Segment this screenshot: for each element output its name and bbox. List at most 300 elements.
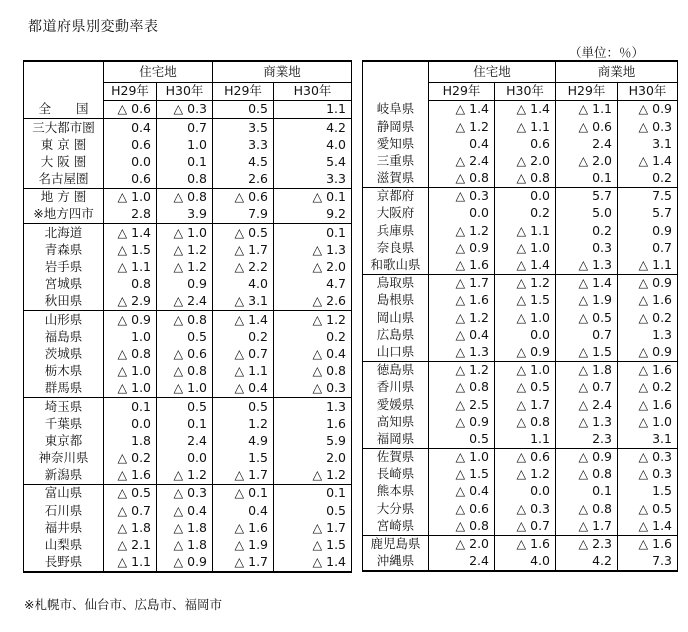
rate-cell: △ 0.9 [618, 101, 678, 119]
rate-cell: △ 2.1 [104, 537, 157, 554]
table-row [363, 326, 678, 343]
rate-cell: △ 1.3 [429, 344, 495, 362]
rate-cell: △ 0.9 [157, 554, 213, 572]
table-row [363, 187, 678, 205]
rate-cell: 4.2 [556, 553, 618, 571]
rate-cell: 1.5 [618, 483, 678, 500]
rate-cell: △ 1.5 [274, 537, 352, 554]
region-name: 茨城県 [24, 346, 104, 363]
rate-cell: 0.4 [429, 135, 495, 152]
rate-cell: △ 2.2 [213, 259, 274, 276]
rate-cell: △ 0.8 [274, 363, 352, 380]
rate-cell: △ 0.9 [429, 240, 495, 257]
table-row [363, 553, 678, 571]
region-name: 滋賀県 [363, 170, 429, 188]
region-name: 静岡県 [363, 118, 429, 135]
rate-cell: △ 1.6 [429, 257, 495, 275]
rate-cell: 0.6 [104, 136, 157, 153]
rate-cell: △ 1.4 [429, 101, 495, 119]
rate-cell: △ 0.9 [429, 413, 495, 430]
header-h30: H30年 [157, 83, 213, 101]
table-row [24, 363, 352, 380]
rate-cell: 0.4 [213, 502, 274, 519]
rate-cell: △ 1.0 [157, 224, 213, 242]
rate-cell: △ 0.7 [213, 346, 274, 363]
table-row [363, 431, 678, 449]
region-name: 香川県 [363, 379, 429, 396]
rate-cell: △ 1.2 [274, 467, 352, 485]
rate-cell: △ 1.2 [157, 467, 213, 485]
rate-cell: △ 1.8 [104, 520, 157, 537]
table-row [24, 537, 352, 554]
unit-label: （単位：％） [569, 45, 645, 60]
header-blank [363, 61, 429, 101]
rate-cell: △ 1.1 [104, 259, 157, 276]
rate-cell: 2.4 [157, 433, 213, 450]
region-name: 福島県 [24, 328, 104, 345]
rate-cell: △ 0.6 [556, 118, 618, 135]
rate-cell: △ 1.9 [213, 537, 274, 554]
table-row [363, 396, 678, 413]
rate-cell: △ 3.1 [213, 293, 274, 311]
table-row [24, 136, 352, 153]
table-row [24, 293, 352, 311]
rate-table-left [23, 60, 352, 573]
rate-cell: △ 1.4 [495, 257, 556, 275]
rate-cell: 1.6 [274, 415, 352, 432]
rate-cell: 4.5 [213, 154, 274, 171]
rate-cell: △ 0.7 [556, 379, 618, 396]
rate-cell: △ 0.9 [618, 344, 678, 362]
rate-cell: 5.9 [274, 433, 352, 450]
rate-cell: 7.3 [618, 553, 678, 571]
region-name: 鳥取県 [363, 274, 429, 292]
region-name: 秋田県 [24, 293, 104, 311]
rate-cell: △ 1.2 [429, 309, 495, 326]
rate-cell: △ 0.3 [429, 187, 495, 205]
rate-cell: 3.1 [618, 431, 678, 449]
rate-cell: △ 0.5 [495, 379, 556, 396]
region-name: 東 京 圏 [24, 136, 104, 153]
table-row [363, 240, 678, 257]
table-row [24, 554, 352, 572]
rate-cell: △ 1.2 [429, 361, 495, 379]
rate-cell: 5.7 [618, 205, 678, 222]
rate-cell: 3.9 [157, 206, 213, 224]
table-row [363, 222, 678, 239]
table-row [24, 171, 352, 189]
rate-cell: △ 0.5 [556, 309, 618, 326]
rate-cell: △ 1.7 [429, 274, 495, 292]
header-h29: H29年 [429, 83, 495, 101]
rate-cell: 4.9 [213, 433, 274, 450]
rate-cell: △ 2.0 [429, 535, 495, 553]
rate-cell: △ 1.7 [495, 396, 556, 413]
table-row [24, 398, 352, 416]
header-residential: 住宅地 [429, 61, 556, 83]
rate-cell: 2.4 [556, 135, 618, 152]
rate-cell: △ 0.4 [429, 483, 495, 500]
rate-cell: 3.3 [213, 136, 274, 153]
rate-table-right [362, 60, 678, 572]
rate-cell: 2.4 [429, 553, 495, 571]
rate-cell: 0.0 [429, 205, 495, 222]
rate-cell: 1.3 [274, 398, 352, 416]
rate-cell: △ 1.0 [618, 413, 678, 430]
table-row [363, 361, 678, 379]
rate-cell: 0.0 [495, 187, 556, 205]
region-name: 岡山県 [363, 309, 429, 326]
rate-cell: △ 1.2 [157, 259, 213, 276]
region-name: 山梨県 [24, 537, 104, 554]
table-row [24, 415, 352, 432]
region-name: 千葉県 [24, 415, 104, 432]
region-name: 三大都市圏 [24, 119, 104, 137]
rate-cell: 4.0 [495, 553, 556, 571]
header-commercial: 商業地 [213, 61, 352, 83]
rate-cell: △ 1.6 [618, 396, 678, 413]
rate-cell: 1.2 [213, 415, 274, 432]
rate-cell: 0.6 [104, 171, 157, 189]
table-row [24, 224, 352, 242]
rate-cell: △ 1.8 [556, 361, 618, 379]
rate-cell: △ 1.2 [429, 222, 495, 239]
region-name: 長崎県 [363, 466, 429, 483]
rate-cell: △ 0.3 [618, 448, 678, 466]
rate-cell: 0.0 [157, 450, 213, 467]
table-row [363, 135, 678, 152]
region-name: 富山県 [24, 485, 104, 503]
table-row [363, 500, 678, 517]
table-row [363, 448, 678, 466]
rate-cell: 5.7 [556, 187, 618, 205]
rate-cell: △ 0.4 [429, 326, 495, 343]
rate-cell: 0.1 [274, 485, 352, 503]
rate-cell: △ 1.7 [213, 467, 274, 485]
region-name: 高知県 [363, 413, 429, 430]
region-name: 京都府 [363, 187, 429, 205]
rate-cell: △ 1.4 [495, 101, 556, 119]
rate-cell: △ 1.5 [556, 344, 618, 362]
rate-cell: 3.5 [213, 119, 274, 137]
region-name: 栃木県 [24, 363, 104, 380]
rate-cell: △ 0.3 [618, 118, 678, 135]
region-name: 神奈川県 [24, 450, 104, 467]
region-name: ※地方四市 [24, 206, 104, 224]
rate-cell: △ 0.8 [157, 311, 213, 329]
rate-cell: 0.9 [157, 276, 213, 293]
rate-cell: 3.3 [274, 171, 352, 189]
rate-cell: △ 1.5 [495, 292, 556, 309]
rate-cell: 1.8 [104, 433, 157, 450]
rate-cell: △ 0.4 [274, 346, 352, 363]
table-row [24, 328, 352, 345]
region-name: 大阪府 [363, 205, 429, 222]
rate-cell: △ 1.6 [429, 292, 495, 309]
table-row [24, 259, 352, 276]
rate-cell: △ 2.3 [556, 535, 618, 553]
rate-cell: 0.1 [157, 415, 213, 432]
region-name: 徳島県 [363, 361, 429, 379]
rate-cell: △ 1.5 [104, 242, 157, 259]
rate-cell: △ 2.9 [104, 293, 157, 311]
region-name: 福岡県 [363, 431, 429, 449]
header-h29: H29年 [213, 83, 274, 101]
region-name: 島根県 [363, 292, 429, 309]
rate-cell: △ 2.0 [495, 153, 556, 170]
rate-cell: △ 2.0 [274, 259, 352, 276]
rate-cell: △ 0.9 [618, 274, 678, 292]
table-row [363, 292, 678, 309]
table-row [363, 257, 678, 275]
rate-cell: △ 1.1 [556, 101, 618, 119]
region-name: 熊本県 [363, 483, 429, 500]
header-h29: H29年 [556, 83, 618, 101]
rate-cell: △ 0.2 [618, 379, 678, 396]
rate-cell: △ 1.4 [618, 153, 678, 170]
table-row [363, 309, 678, 326]
rate-cell: △ 0.5 [213, 224, 274, 242]
rate-cell: △ 1.2 [495, 274, 556, 292]
region-name: 地 方 圏 [24, 188, 104, 206]
region-name: 和歌山県 [363, 257, 429, 275]
rate-cell: △ 1.0 [495, 361, 556, 379]
rate-cell: 0.5 [429, 431, 495, 449]
rate-cell: △ 1.6 [495, 535, 556, 553]
rate-cell: 0.1 [274, 224, 352, 242]
rate-cell: △ 0.9 [556, 448, 618, 466]
rate-cell: △ 0.5 [618, 500, 678, 517]
rate-cell: △ 1.6 [618, 292, 678, 309]
rate-cell: △ 1.1 [104, 554, 157, 572]
region-name: 広島県 [363, 326, 429, 343]
rate-cell: 0.5 [157, 398, 213, 416]
table-row [24, 485, 352, 503]
rate-cell: 0.7 [157, 119, 213, 137]
rate-cell: △ 1.3 [274, 242, 352, 259]
rate-cell: △ 1.0 [104, 363, 157, 380]
rate-cell: 0.2 [556, 222, 618, 239]
table-row [24, 502, 352, 519]
header-residential: 住宅地 [104, 61, 213, 83]
rate-cell: △ 1.4 [274, 554, 352, 572]
rate-cell: △ 0.8 [429, 170, 495, 188]
rate-cell: △ 1.5 [429, 466, 495, 483]
region-name: 山形県 [24, 311, 104, 329]
region-name: 沖縄県 [363, 553, 429, 571]
table-row [363, 170, 678, 188]
region-name: 大分県 [363, 500, 429, 517]
rate-cell: △ 1.3 [556, 413, 618, 430]
rate-cell: △ 1.7 [213, 242, 274, 259]
region-name: 長野県 [24, 554, 104, 572]
footnote: ※札幌市、仙台市、広島市、福岡市 [24, 597, 222, 612]
rate-cell: 0.9 [618, 222, 678, 239]
region-name: 埼玉県 [24, 398, 104, 416]
rate-cell: △ 1.7 [556, 518, 618, 536]
rate-cell: 0.5 [157, 328, 213, 345]
rate-cell: 0.8 [104, 276, 157, 293]
rate-cell: 1.5 [213, 450, 274, 467]
rate-cell: △ 0.2 [104, 450, 157, 467]
rate-cell: 2.6 [213, 171, 274, 189]
rate-cell: △ 0.3 [274, 380, 352, 398]
rate-cell: 0.2 [495, 205, 556, 222]
rate-cell: △ 1.0 [104, 188, 157, 206]
rate-cell: △ 0.8 [495, 170, 556, 188]
rate-cell: 4.2 [274, 119, 352, 137]
table-row [24, 119, 352, 137]
rate-cell: △ 0.7 [104, 502, 157, 519]
table-row [363, 205, 678, 222]
header-blank [24, 61, 104, 101]
rate-cell: 2.8 [104, 206, 157, 224]
rate-cell: △ 2.4 [157, 293, 213, 311]
rate-cell: 0.2 [618, 170, 678, 188]
rate-cell: △ 1.1 [213, 363, 274, 380]
table-row [363, 344, 678, 362]
rate-cell: 0.1 [104, 398, 157, 416]
table-row [24, 467, 352, 485]
rate-cell: 0.7 [556, 326, 618, 343]
table-row [363, 466, 678, 483]
table-row [363, 535, 678, 553]
rate-cell: △ 1.0 [157, 380, 213, 398]
region-name: 愛媛県 [363, 396, 429, 413]
rate-cell: △ 1.0 [429, 448, 495, 466]
region-name: 大 阪 圏 [24, 154, 104, 171]
table-row [363, 274, 678, 292]
rate-cell: 2.3 [556, 431, 618, 449]
rate-cell: △ 1.2 [157, 242, 213, 259]
rate-cell: 4.0 [274, 136, 352, 153]
rate-cell: 0.3 [556, 240, 618, 257]
rate-cell: △ 1.6 [618, 361, 678, 379]
rate-cell: 0.0 [495, 483, 556, 500]
region-name: 全 国 [24, 101, 104, 119]
rate-cell: △ 1.1 [495, 222, 556, 239]
rate-cell: △ 0.2 [618, 309, 678, 326]
rate-cell: 2.0 [274, 450, 352, 467]
table-row [24, 242, 352, 259]
rate-cell: △ 0.3 [157, 485, 213, 503]
rate-cell: △ 1.2 [274, 311, 352, 329]
rate-cell: △ 0.6 [495, 448, 556, 466]
rate-cell: △ 1.0 [104, 380, 157, 398]
rate-cell: △ 0.9 [104, 311, 157, 329]
rate-cell: △ 0.8 [556, 466, 618, 483]
table-row [363, 101, 678, 119]
rate-cell: △ 2.6 [274, 293, 352, 311]
header-h30: H30年 [274, 83, 352, 101]
rate-cell: △ 1.4 [618, 518, 678, 536]
rate-cell: △ 1.1 [495, 118, 556, 135]
table-row [24, 154, 352, 171]
rate-cell: △ 0.8 [495, 413, 556, 430]
rate-cell: △ 0.6 [213, 188, 274, 206]
rate-cell: 7.9 [213, 206, 274, 224]
rate-cell: △ 0.8 [429, 379, 495, 396]
table-row [363, 413, 678, 430]
rate-cell: △ 0.7 [495, 518, 556, 536]
region-name: 群馬県 [24, 380, 104, 398]
rate-cell: 5.4 [274, 154, 352, 171]
rate-cell: △ 0.9 [495, 344, 556, 362]
table-row [24, 311, 352, 329]
rate-cell: △ 0.6 [157, 346, 213, 363]
rate-cell: △ 1.1 [618, 257, 678, 275]
rate-cell: 1.0 [104, 328, 157, 345]
region-name: 愛知県 [363, 135, 429, 152]
rate-cell: 0.7 [618, 240, 678, 257]
rate-cell: △ 1.4 [213, 311, 274, 329]
rate-cell: △ 2.0 [556, 153, 618, 170]
table-row [363, 153, 678, 170]
rate-cell: 5.0 [556, 205, 618, 222]
region-name: 宮崎県 [363, 518, 429, 536]
rate-cell: 3.1 [618, 135, 678, 152]
rate-cell: △ 0.4 [157, 502, 213, 519]
region-name: 新潟県 [24, 467, 104, 485]
table-row [363, 518, 678, 536]
region-name: 鹿児島県 [363, 535, 429, 553]
rate-cell: △ 0.1 [274, 188, 352, 206]
table-row [24, 206, 352, 224]
rate-cell: 7.5 [618, 187, 678, 205]
rate-cell: 9.2 [274, 206, 352, 224]
rate-cell: △ 1.4 [104, 224, 157, 242]
region-name: 三重県 [363, 153, 429, 170]
rate-cell: △ 1.4 [556, 274, 618, 292]
rate-cell: △ 1.0 [495, 309, 556, 326]
rate-cell: 0.0 [104, 415, 157, 432]
rate-cell: △ 0.8 [429, 518, 495, 536]
rate-cell: 0.5 [213, 101, 274, 119]
rate-cell: △ 1.3 [556, 257, 618, 275]
rate-cell: 1.0 [157, 136, 213, 153]
rate-cell: 1.1 [495, 431, 556, 449]
rate-cell: △ 1.2 [495, 466, 556, 483]
rate-cell: 4.7 [274, 276, 352, 293]
rate-cell: 0.4 [104, 119, 157, 137]
rate-cell: △ 0.5 [104, 485, 157, 503]
table-row [24, 520, 352, 537]
region-name: 兵庫県 [363, 222, 429, 239]
table-row [24, 346, 352, 363]
rate-cell: 0.2 [274, 328, 352, 345]
rate-cell: 0.5 [213, 398, 274, 416]
header-h30: H30年 [618, 83, 678, 101]
rate-cell: △ 0.3 [157, 101, 213, 119]
table-row [24, 188, 352, 206]
rate-cell: △ 0.8 [157, 363, 213, 380]
rate-cell: △ 2.5 [429, 396, 495, 413]
region-name: 岐阜県 [363, 101, 429, 119]
rate-cell: 0.0 [495, 326, 556, 343]
region-name: 岩手県 [24, 259, 104, 276]
table-row [24, 450, 352, 467]
rate-cell: △ 2.4 [556, 396, 618, 413]
rate-cell: △ 0.8 [157, 188, 213, 206]
rate-cell: 0.2 [213, 328, 274, 345]
rate-cell: △ 1.6 [213, 520, 274, 537]
region-name: 山口県 [363, 344, 429, 362]
region-name: 佐賀県 [363, 448, 429, 466]
rate-cell: 4.0 [213, 276, 274, 293]
table-row [363, 118, 678, 135]
region-name: 東京都 [24, 433, 104, 450]
region-name: 名古屋圏 [24, 171, 104, 189]
